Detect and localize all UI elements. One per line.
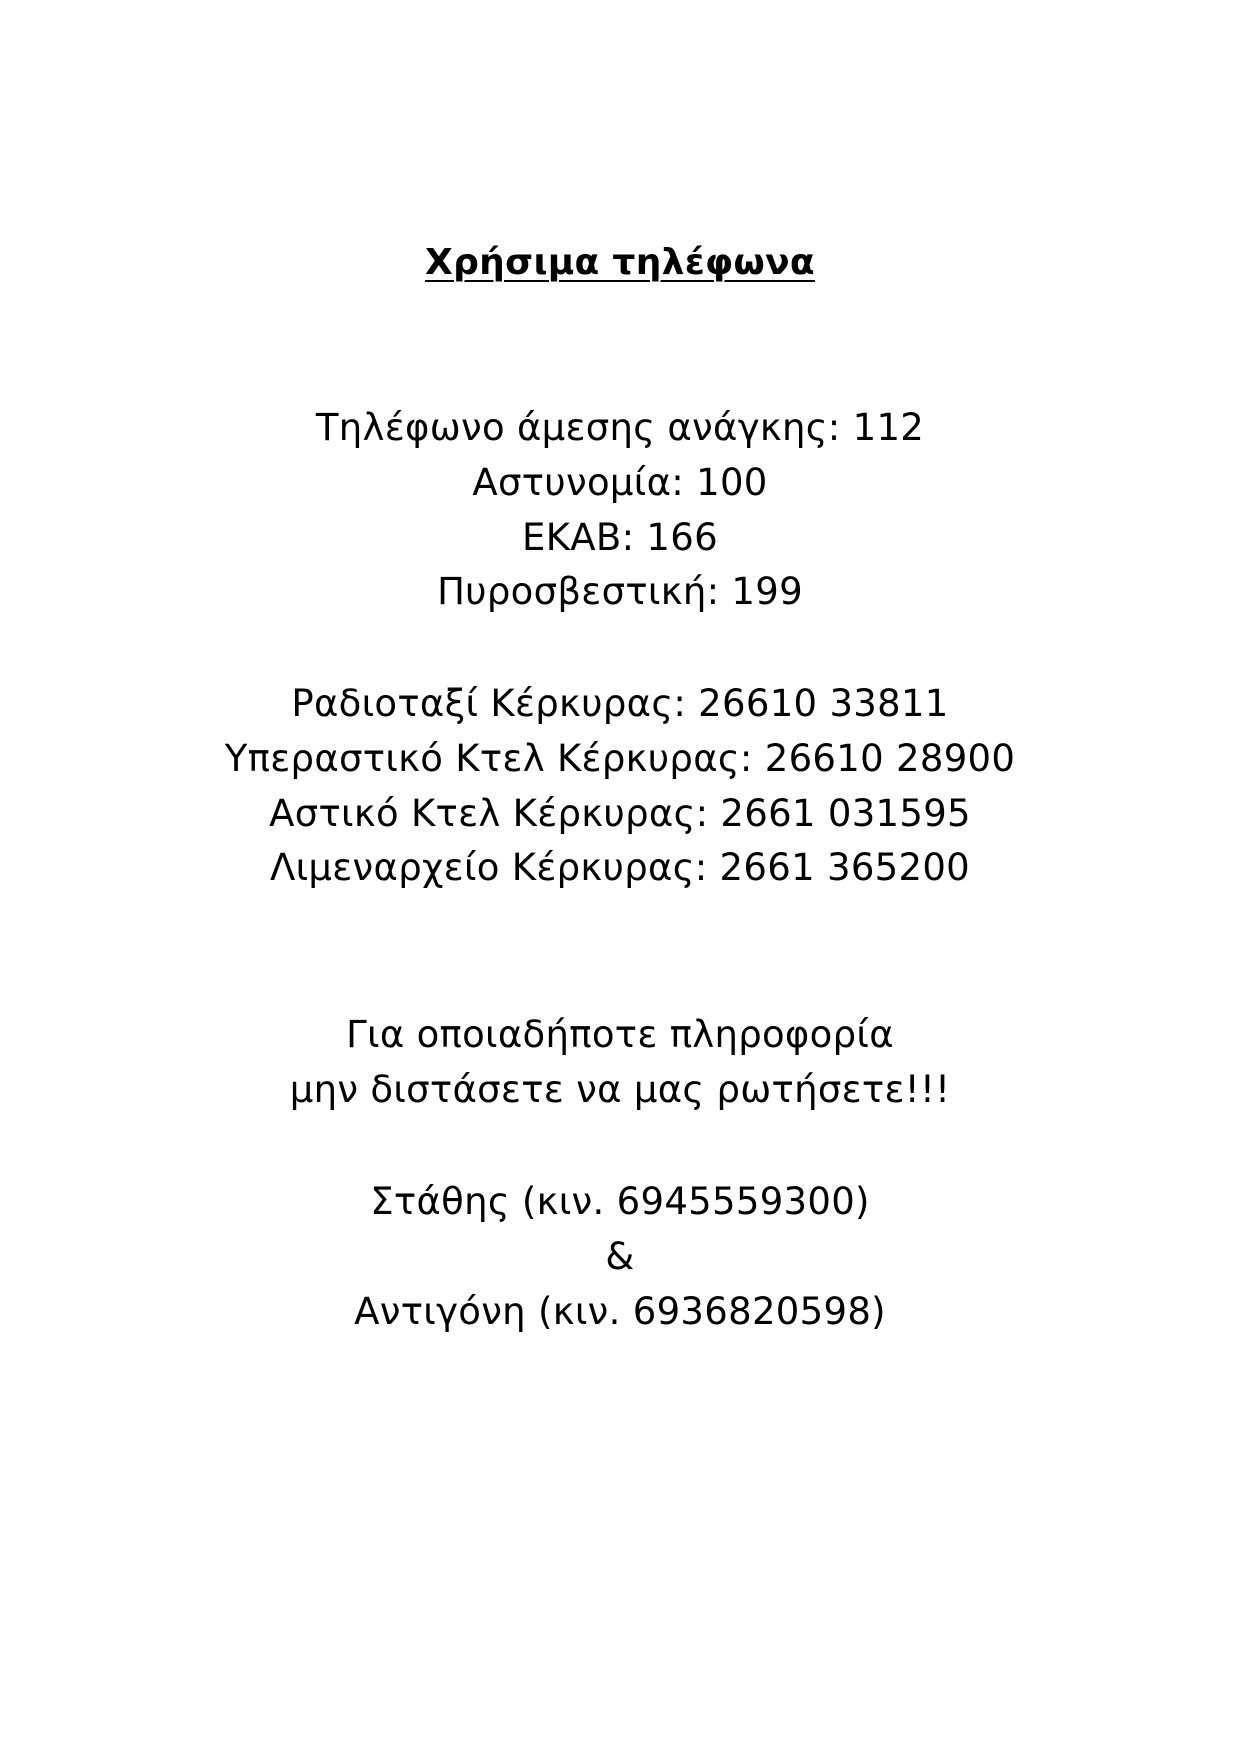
- contact-line: Στάθης (κιν. 6945559300): [370, 1180, 870, 1223]
- message-line: Για οποιαδήποτε πληροφορία: [346, 1013, 894, 1056]
- local-line: Λιμεναρχείο Κέρκυρας: 2661 365200: [269, 846, 971, 889]
- page-title: Χρήσιμα τηλέφωνα: [425, 242, 815, 283]
- local-line: Ραδιοταξί Κέρκυρας: 26610 33811: [291, 682, 949, 725]
- local-line: Αστικό Κτελ Κέρκυρας: 2661 031595: [269, 792, 971, 835]
- contact-line: Αντιγόνη (κιν. 6936820598): [354, 1290, 886, 1333]
- local-line: Υπεραστικό Κτελ Κέρκυρας: 26610 28900: [224, 737, 1016, 780]
- emergency-line: ΕΚΑΒ: 166: [522, 516, 718, 559]
- message-line: μην διστάσετε να μας ρωτήσετε!!!: [289, 1068, 951, 1111]
- contact-separator: &: [605, 1235, 635, 1278]
- emergency-line: Πυροσβεστική: 199: [437, 570, 803, 613]
- emergency-line: Τηλέφωνο άμεσης ανάγκης: 112: [315, 406, 925, 449]
- emergency-line: Αστυνομία: 100: [472, 461, 768, 504]
